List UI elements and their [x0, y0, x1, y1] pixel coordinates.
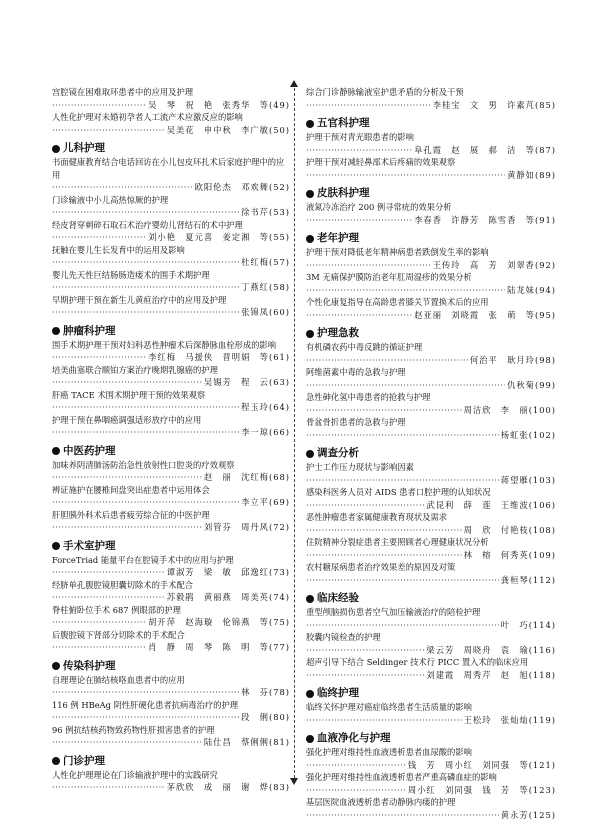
entry-author-line: [306, 379, 556, 392]
toc-entry[interactable]: [306, 246, 556, 271]
entry-author-line: [306, 169, 556, 182]
entry-author-line: [52, 99, 290, 112]
section-heading: [306, 116, 556, 131]
entry-authors: 刘建霞 周秀芹 赵 旭(118): [424, 669, 556, 682]
section-heading: [306, 591, 556, 606]
entry-authors: 阜孔霞 赵 展 郝 洁 等(87): [412, 144, 556, 157]
dot-leader: [52, 306, 239, 319]
dot-leader: [52, 231, 146, 244]
section-heading: [306, 231, 556, 246]
entry-authors: 陆龙妹(94): [505, 284, 556, 297]
dot-leader: [306, 809, 499, 821]
section-heading-text: 传染科护理: [63, 659, 116, 674]
entry-title: 围手术期护理干预对妇科恶性肿瘤术后深静脉血栓形成的影响: [52, 339, 290, 352]
entry-author-line: [52, 181, 290, 194]
toc-entry[interactable]: [52, 459, 290, 484]
entry-title: 基层医院血液透析患者动静脉内瘘的护理: [306, 796, 556, 809]
entry-title: 抚触在婴儿生长发育中的运用及影响: [52, 244, 290, 257]
dot-leader: [306, 549, 462, 562]
entry-authors: 段 俐(80): [239, 711, 290, 724]
entry-authors: 程玉玲(64): [239, 401, 290, 414]
entry-authors: 张锦凤(60): [239, 306, 290, 319]
entry-author-line: [306, 309, 556, 322]
dot-leader: [52, 206, 239, 219]
dot-leader: [52, 181, 193, 194]
toc-entry[interactable]: [52, 579, 290, 604]
toc-section: [306, 686, 556, 726]
toc-section: [52, 754, 290, 794]
dot-leader: [52, 376, 202, 389]
entry-authors: 吴美花 申中秋 李广敏(50): [165, 124, 290, 137]
toc-entry[interactable]: [306, 631, 556, 656]
entry-author-line: [306, 644, 556, 657]
bullet-icon: [306, 450, 314, 458]
entry-author-line: [52, 521, 290, 534]
toc-entry[interactable]: [52, 111, 290, 136]
toc-entry[interactable]: [52, 699, 290, 724]
dot-leader: [306, 474, 499, 487]
toc-entry[interactable]: [306, 391, 556, 416]
dot-leader: [306, 499, 424, 512]
toc-entry[interactable]: [306, 271, 556, 296]
column-divider: [294, 88, 295, 778]
entry-authors: 赵亚丽 刘晓霞 张 萌 等(95): [412, 309, 556, 322]
entry-authors: 李红梅 马援侠 晋明娟 等(61): [146, 351, 290, 364]
section-heading: [306, 326, 556, 341]
bullet-icon: [52, 757, 60, 765]
toc-entry[interactable]: [306, 86, 556, 111]
toc-section: [306, 86, 556, 111]
toc-entry[interactable]: [52, 509, 290, 534]
toc-entry[interactable]: [306, 746, 556, 771]
entry-title: 阿维菌素中毒的急救与护理: [306, 366, 556, 379]
dot-leader: [306, 574, 499, 587]
toc-entry[interactable]: [306, 461, 556, 486]
section-heading: [52, 754, 290, 769]
entry-author-line: [52, 591, 290, 604]
dot-leader: [52, 99, 146, 112]
entry-title: 人性化护理理论在门诊输液护理中的实践研究: [52, 769, 290, 782]
bullet-icon: [306, 595, 314, 603]
toc-entry[interactable]: [306, 341, 556, 366]
dot-leader: [52, 124, 165, 137]
entry-author-line: [306, 549, 556, 562]
toc-section: [52, 141, 290, 319]
dot-leader: [306, 784, 406, 797]
toc-section: [306, 231, 556, 321]
entry-authors: 周洁欣 李 丽(100): [462, 404, 556, 417]
entry-title: 个性化康复指导在高龄患者膝关节置换术后的应用: [306, 296, 556, 309]
toc-section: [306, 116, 556, 181]
entry-title: 护士工作压力现状与影响因素: [306, 461, 556, 474]
entry-author-line: [52, 616, 290, 629]
entry-authors: 胡开萍 赵海璇 伦锦燕 等(75): [146, 616, 290, 629]
entry-authors: 苏毅鹃 黄丽燕 周美英(74): [165, 591, 290, 604]
toc-section: [306, 186, 556, 226]
toc-section: [52, 324, 290, 439]
dot-leader: [52, 641, 146, 654]
bullet-icon: [306, 190, 314, 198]
bullet-icon: [306, 235, 314, 243]
entry-author-line: [52, 426, 290, 439]
entry-authors: 赵 丽 沈红梅(68): [202, 471, 290, 484]
entry-title: 胶囊内镜检查的护理: [306, 631, 556, 644]
toc-entry[interactable]: [306, 561, 556, 586]
entry-authors: 刘管芬 周丹风(72): [202, 521, 290, 534]
entry-authors: 龚桓琴(112): [499, 574, 556, 587]
dot-leader: [52, 686, 239, 699]
section-heading-text: 手术室护理: [63, 539, 116, 554]
entry-authors: 杨虹张(102): [499, 429, 556, 442]
entry-title: 有机磷农药中毒反跳的循证护理: [306, 341, 556, 354]
bullet-icon: [306, 120, 314, 128]
dot-leader: [52, 351, 146, 364]
entry-title: 护理干预在鼻咽癌调强适形放疗中的应用: [52, 414, 290, 427]
entry-author-line: [306, 524, 556, 537]
entry-authors: 仇秋菊(99): [505, 379, 556, 392]
dot-leader: [306, 144, 412, 157]
entry-title: 护理干预对减轻鼻部术后疼痛的效果观察: [306, 156, 556, 169]
dot-leader: [52, 496, 239, 509]
section-heading-text: 血液净化与护理: [317, 731, 391, 746]
section-heading: [52, 539, 290, 554]
entry-title: 急性砷化氢中毒患者的抢救与护理: [306, 391, 556, 404]
toc-section: [306, 591, 556, 681]
entry-author-line: [52, 566, 290, 579]
entry-title: 后腹腔镜下肾部分切除术的手术配合: [52, 629, 290, 642]
toc-entry[interactable]: [52, 724, 290, 749]
bullet-icon: [306, 735, 314, 743]
entry-authors: 陆仕昌 蔡俐俐(81): [202, 736, 290, 749]
dot-leader: [306, 759, 406, 772]
entry-title: 肝胆胰外科术后患者疲劳综合征的中医护理: [52, 509, 290, 522]
dot-leader: [306, 259, 431, 272]
toc-entry[interactable]: [52, 294, 290, 319]
entry-author-line: [52, 496, 290, 509]
dot-leader: [306, 714, 462, 727]
entry-title: 3M 无痛保护膜防治老年肛周湿疹的效果分析: [306, 271, 556, 284]
entry-title: 强化护理对维持性血液透析患者血尿酸的影响: [306, 746, 556, 759]
entry-author-line: [52, 736, 290, 749]
entry-author-line: [306, 784, 556, 797]
entry-authors: 谭淑芳 梁 敏 邱逸红(73): [165, 566, 290, 579]
dot-leader: [52, 256, 239, 269]
toc-section: [306, 326, 556, 441]
dot-leader: [306, 619, 499, 632]
toc-entry[interactable]: [306, 656, 556, 681]
right-column: [306, 86, 556, 821]
entry-author-line: [306, 759, 556, 772]
entry-author-line: [52, 256, 290, 269]
entry-title: 住院精神分裂症患者主要照顾者心理健康状况分析: [306, 536, 556, 549]
entry-title: 婴儿先天性巨结肠肠造瘘术的围手术期护理: [52, 269, 290, 282]
entry-authors: 叶 巧(114): [499, 619, 556, 632]
entry-author-line: [306, 99, 556, 112]
toc-entry[interactable]: [52, 484, 290, 509]
dot-leader: [52, 781, 165, 794]
dot-leader: [306, 524, 462, 537]
section-heading: [52, 324, 290, 339]
entry-authors: 林 榕 何秀英(109): [462, 549, 556, 562]
entry-title: 液氮冷冻治疗 200 例寻常疣的效果分析: [306, 201, 556, 214]
toc-section: [52, 659, 290, 749]
dot-leader: [52, 736, 202, 749]
entry-title: 临终关怀护理对癌症临终患者生活质量的影响: [306, 701, 556, 714]
section-heading: [306, 446, 556, 461]
section-heading: [306, 731, 556, 746]
dot-leader: [306, 669, 424, 682]
entry-title: 早期护理干预在新生儿黄疸治疗中的应用及护理: [52, 294, 290, 307]
entry-title: 宫腔镜在困难取环患者中的应用及护理: [52, 86, 290, 99]
entry-author-line: [306, 354, 556, 367]
dot-leader: [306, 309, 412, 322]
toc-entry[interactable]: [306, 536, 556, 561]
entry-title: 护理干预对降低老年精神病患者跌倒发生率的影响: [306, 246, 556, 259]
entry-author-line: [306, 214, 556, 227]
section-heading: [52, 141, 290, 156]
toc-entry[interactable]: [52, 244, 290, 269]
entry-authors: 李一琼(66): [239, 426, 290, 439]
bullet-icon: [52, 327, 60, 335]
entry-authors: 蒋望雁(103): [499, 474, 556, 487]
entry-title: 护理干预对青光眼患者的影响: [306, 131, 556, 144]
bullet-icon: [306, 330, 314, 338]
dot-leader: [306, 379, 505, 392]
entry-author-line: [306, 474, 556, 487]
toc-section: [306, 446, 556, 586]
entry-author-line: [306, 574, 556, 587]
toc-section: [52, 444, 290, 534]
entry-title: 书面健康教育结合电话回访在小儿包皮环扎术后家庭护理中的应用: [52, 156, 290, 181]
dot-leader: [306, 169, 505, 182]
entry-title: 恶性肿瘤患者家属健康教育现状及需求: [306, 511, 556, 524]
entry-author-line: [52, 351, 290, 364]
section-heading-text: 临终护理: [317, 686, 359, 701]
entry-authors: 王松玲 张灿灿(119): [462, 714, 556, 727]
section-heading-text: 皮肤科护理: [317, 186, 370, 201]
toc-entry[interactable]: [306, 606, 556, 631]
entry-title: 经皮肾穿刺碎石取石术治疗婴幼儿肾结石的术中护理: [52, 219, 290, 232]
section-heading-text: 五官科护理: [317, 116, 370, 131]
toc-entry[interactable]: [52, 339, 290, 364]
toc-entry[interactable]: [306, 771, 556, 796]
entry-title: 超声引导下结合 Seldinger 技术行 PICC 置入术的临床应用: [306, 656, 556, 669]
dot-leader: [306, 284, 505, 297]
bullet-icon: [52, 662, 60, 670]
toc-entry[interactable]: [306, 201, 556, 226]
entry-author-line: [306, 669, 556, 682]
entry-author-line: [52, 206, 290, 219]
entry-author-line: [52, 231, 290, 244]
section-heading-text: 门诊护理: [63, 754, 105, 769]
dot-leader: [52, 521, 202, 534]
toc-entry[interactable]: [52, 86, 290, 111]
section-heading-text: 护理急救: [317, 326, 359, 341]
section-heading-text: 中医药护理: [63, 444, 116, 459]
toc-entry[interactable]: [306, 296, 556, 321]
entry-authors: 王传玲 高 芳 刘翠香(92): [431, 259, 556, 272]
entry-author-line: [306, 499, 556, 512]
entry-authors: 肖 静 周 琴 陈 明 等(77): [146, 641, 290, 654]
entry-authors: 李桂宝 文 男 许素芃(85): [431, 99, 556, 112]
dot-leader: [52, 616, 146, 629]
divider-top-triangle-icon: [290, 80, 298, 87]
section-heading-text: 肿瘤科护理: [63, 324, 116, 339]
entry-authors: 欧阳伦杰 邓欢舞(52): [193, 181, 290, 194]
entry-authors: 茅欣欣 成 丽 谢 烨(83): [165, 781, 290, 794]
toc-entry[interactable]: [52, 364, 290, 389]
entry-title: 经脐单孔腹腔镜胆囊切除术的手术配合: [52, 579, 290, 592]
entry-author-line: [306, 429, 556, 442]
toc-entry[interactable]: [306, 131, 556, 156]
entry-author-line: [52, 401, 290, 414]
bullet-icon: [52, 145, 60, 153]
dot-leader: [306, 214, 412, 227]
dot-leader: [306, 404, 462, 417]
entry-author-line: [306, 714, 556, 727]
section-heading: [306, 186, 556, 201]
entry-authors: 徐书芹(53): [239, 206, 290, 219]
entry-authors: 周 欣 付艳枝(108): [462, 524, 556, 537]
entry-title: 骨盆骨折患者的急救与护理: [306, 416, 556, 429]
entry-authors: 李春香 许静芳 陈雪香 等(91): [412, 214, 556, 227]
entry-author-line: [52, 781, 290, 794]
entry-authors: 何治平 耿月玲(98): [468, 354, 556, 367]
bullet-icon: [306, 690, 314, 698]
dot-leader: [52, 566, 165, 579]
entry-author-line: [306, 259, 556, 272]
entry-title: 辨证施护在腰椎间盘突出症患者中运用体会: [52, 484, 290, 497]
toc-section: [306, 731, 556, 821]
entry-title: 强化护理对维持性血液透析患者严重高磷血症的影响: [306, 771, 556, 784]
entry-authors: 黄永芳(125): [499, 809, 556, 821]
entry-authors: 武昆利 薛 莲 王维波(106): [424, 499, 556, 512]
dot-leader: [306, 99, 431, 112]
dot-leader: [52, 471, 202, 484]
entry-title: 116 例 HBeAg 阴性肝硬化患者抗病毒治疗的护理: [52, 699, 290, 712]
entry-author-line: [52, 306, 290, 319]
section-heading-text: 老年护理: [317, 231, 359, 246]
entry-title: 培美曲塞联合顺铂方案治疗晚期乳腺癌的护理: [52, 364, 290, 377]
toc-entry[interactable]: [52, 769, 290, 794]
entry-title: 门诊输液中小儿高热惊厥的护理: [52, 194, 290, 207]
entry-authors: 钱 芳 周小红 刘同强 等(121): [406, 759, 556, 772]
entry-title: 脊柱俯卧位手术 687 例眼部的护理: [52, 604, 290, 617]
entry-authors: 刘小艳 夏元喜 姜定湘 等(55): [146, 231, 290, 244]
entry-title: 感染科医务人员对 AIDS 患者口腔护理的认知状况: [306, 486, 556, 499]
toc-entry[interactable]: [52, 554, 290, 579]
entry-authors: 梁云芳 周晓舟 袁 瑜(116): [424, 644, 556, 657]
toc-entry[interactable]: [52, 604, 290, 629]
section-heading-text: 儿科护理: [63, 141, 105, 156]
toc-entry[interactable]: [52, 414, 290, 439]
toc-section: [52, 539, 290, 654]
entry-title: 人性化护理对未婚初孕者人工流产术应激反应的影响: [52, 111, 290, 124]
entry-author-line: [306, 144, 556, 157]
entry-title: 综合门诊静脉输液室护患矛盾的分析及干预: [306, 86, 556, 99]
toc-entry[interactable]: [306, 701, 556, 726]
entry-authors: 林 芬(78): [239, 686, 290, 699]
entry-title: 96 例抗结核药物致药物性肝损害患者的护理: [52, 724, 290, 737]
left-column: [52, 86, 290, 794]
entry-title: 肝癌 TACE 术围术期护理干预的效果观察: [52, 389, 290, 402]
entry-author-line: [306, 619, 556, 632]
toc-entry[interactable]: [52, 219, 290, 244]
entry-title: 加味养阴清肺汤防治急性放射性口腔炎的疗效观察: [52, 459, 290, 472]
entry-title: 重型颅脑损伤患者空气加压输液治疗的陪检护理: [306, 606, 556, 619]
section-heading-text: 临床经验: [317, 591, 359, 606]
entry-authors: 杜红梅(57): [239, 256, 290, 269]
entry-author-line: [52, 641, 290, 654]
dot-leader: [52, 401, 239, 414]
entry-author-line: [306, 284, 556, 297]
entry-authors: 李立平(69): [239, 496, 290, 509]
entry-author-line: [52, 376, 290, 389]
entry-author-line: [52, 711, 290, 724]
bullet-icon: [52, 447, 60, 455]
dot-leader: [52, 281, 239, 294]
toc-entry[interactable]: [52, 269, 290, 294]
divider-bottom-triangle-icon: [290, 778, 298, 785]
dot-leader: [306, 644, 424, 657]
entry-author-line: [52, 471, 290, 484]
toc-entry[interactable]: [306, 796, 556, 821]
entry-authors: 吴锡芳 程 云(63): [202, 376, 290, 389]
dot-leader: [52, 591, 165, 604]
entry-authors: 吴 琴 祝 艳 张秀华 等(49): [146, 99, 290, 112]
entry-author-line: [306, 809, 556, 821]
toc-entry[interactable]: [52, 629, 290, 654]
dot-leader: [52, 711, 239, 724]
section-heading: [52, 444, 290, 459]
entry-author-line: [306, 404, 556, 417]
entry-authors: 黄静如(89): [505, 169, 556, 182]
toc-entry[interactable]: [52, 674, 290, 699]
entry-author-line: [52, 686, 290, 699]
toc-entry[interactable]: [306, 416, 556, 441]
section-heading: [306, 686, 556, 701]
toc-entry[interactable]: [306, 511, 556, 536]
entry-author-line: [52, 281, 290, 294]
toc-entry[interactable]: [52, 194, 290, 219]
entry-author-line: [52, 124, 290, 137]
dot-leader: [52, 426, 239, 439]
dot-leader: [306, 429, 499, 442]
entry-authors: 周小红 刘同强 钱 芳 等(123): [406, 784, 556, 797]
toc-section: [52, 86, 290, 136]
toc-entry[interactable]: [52, 389, 290, 414]
section-heading: [52, 659, 290, 674]
toc-entry[interactable]: [306, 486, 556, 511]
entry-authors: 丁燕红(58): [239, 281, 290, 294]
toc-entry[interactable]: [306, 156, 556, 181]
section-heading-text: 调查分析: [317, 446, 359, 461]
entry-title: 自理理论在肺结核咯血患者中的应用: [52, 674, 290, 687]
toc-entry[interactable]: [306, 366, 556, 391]
entry-title: ForceTriad 能量平台在腔镜手术中的应用与护理: [52, 554, 290, 567]
toc-entry[interactable]: [52, 156, 290, 194]
dot-leader: [306, 354, 468, 367]
entry-title: 农村糖尿病患者治疗效果差的原因及对策: [306, 561, 556, 574]
bullet-icon: [52, 542, 60, 550]
